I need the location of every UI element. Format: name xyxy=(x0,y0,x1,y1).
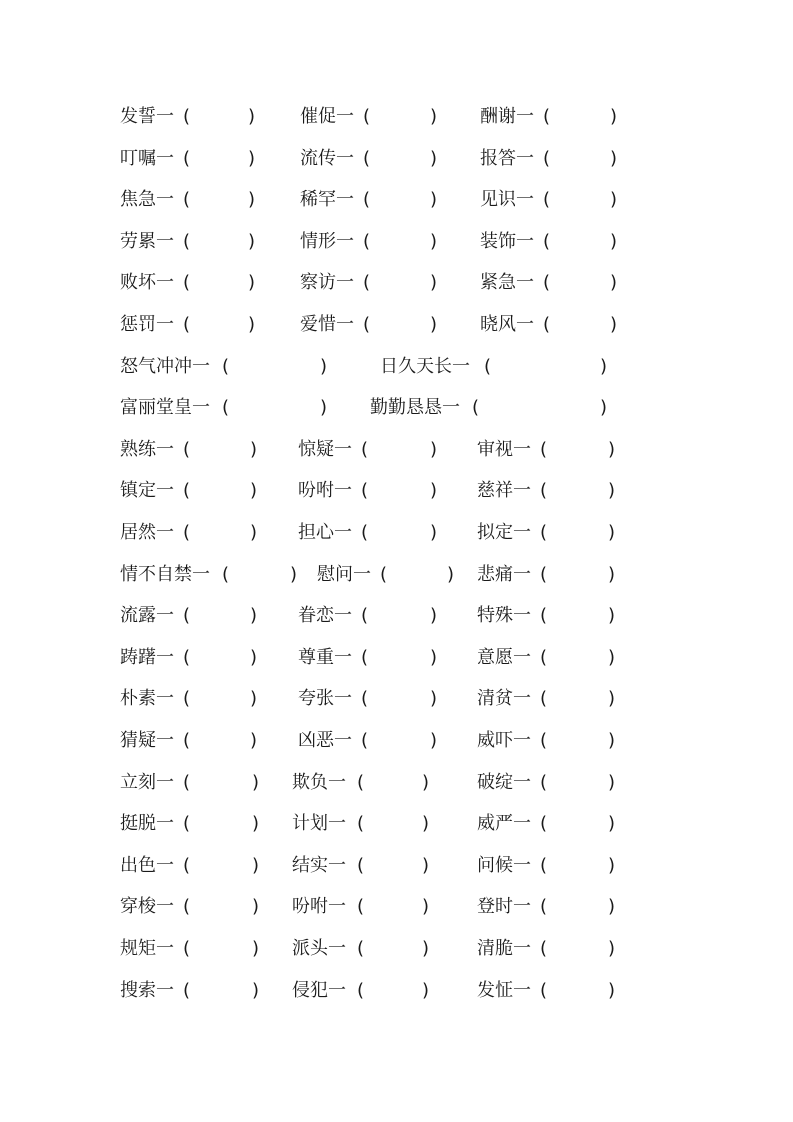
word-prompt: 担心一 xyxy=(298,522,352,543)
word-prompt: 爱惜一 xyxy=(300,314,354,335)
answer-blank-open-paren[interactable]: ( xyxy=(484,355,492,377)
exercise-item xyxy=(120,185,262,215)
answer-blank-close-paren: ) xyxy=(610,106,618,127)
exercise-item xyxy=(120,144,262,174)
answer-blank-close-paren: ) xyxy=(250,688,258,710)
word-prompt: 败坏一 xyxy=(120,272,174,294)
word-prompt: 紧急一 xyxy=(480,272,534,294)
answer-blank-close-paren: ) xyxy=(320,355,328,377)
answer-blank-open-paren[interactable]: ( xyxy=(543,272,551,294)
word-prompt: 察访一 xyxy=(300,272,354,294)
word-prompt: 问候一 xyxy=(477,854,531,876)
answer-blank-open-paren[interactable]: ( xyxy=(540,688,548,710)
answer-blank-open-paren[interactable]: ( xyxy=(183,605,191,627)
exercise-item xyxy=(477,684,622,714)
exercise-item xyxy=(292,851,436,881)
word-prompt: 富丽堂皇一 xyxy=(120,397,210,419)
word-prompt: 发誓一 xyxy=(120,106,174,127)
answer-blank-close-paren: ) xyxy=(608,522,616,543)
word-prompt: 出色一 xyxy=(120,854,174,876)
answer-blank-close-paren: ) xyxy=(430,189,438,211)
answer-blank-open-paren[interactable]: ( xyxy=(361,646,369,668)
answer-blank-open-paren[interactable]: ( xyxy=(361,688,369,710)
answer-blank-open-paren[interactable]: ( xyxy=(183,272,191,294)
word-prompt: 特殊一 xyxy=(477,605,531,627)
exercise-item xyxy=(300,310,444,340)
answer-blank-close-paren: ) xyxy=(248,147,256,169)
answer-blank-open-paren[interactable]: ( xyxy=(540,771,548,793)
exercise-row xyxy=(0,726,793,756)
word-prompt: 日久天长一 xyxy=(380,355,470,377)
answer-blank-close-paren: ) xyxy=(252,813,260,835)
exercise-item xyxy=(120,601,264,631)
word-prompt: 居然一 xyxy=(120,522,174,543)
answer-blank-close-paren: ) xyxy=(610,189,618,211)
answer-blank-close-paren: ) xyxy=(422,938,430,959)
answer-blank-open-paren[interactable]: ( xyxy=(361,605,369,627)
answer-blank-close-paren: ) xyxy=(250,605,258,627)
answer-blank-close-paren: ) xyxy=(430,646,438,668)
answer-blank-close-paren: ) xyxy=(252,854,260,876)
word-prompt: 装饰一 xyxy=(480,230,534,252)
answer-blank-close-paren: ) xyxy=(608,563,616,585)
answer-blank-close-paren: ) xyxy=(608,730,616,751)
word-prompt: 搜索一 xyxy=(120,979,174,1001)
exercise-item xyxy=(477,726,622,756)
answer-blank-open-paren[interactable]: ( xyxy=(540,896,548,918)
word-prompt: 威吓一 xyxy=(477,730,531,751)
answer-blank-close-paren: ) xyxy=(608,854,616,876)
exercise-item xyxy=(477,768,622,798)
exercise-item xyxy=(298,601,444,631)
answer-blank-open-paren[interactable]: ( xyxy=(183,230,191,252)
answer-blank-close-paren: ) xyxy=(248,106,256,127)
answer-blank-open-paren[interactable]: ( xyxy=(540,522,548,543)
answer-blank-close-paren: ) xyxy=(430,147,438,169)
answer-blank-close-paren: ) xyxy=(250,522,258,543)
exercise-item xyxy=(300,227,444,257)
word-prompt: 清脆一 xyxy=(477,938,531,959)
answer-blank-open-paren[interactable]: ( xyxy=(222,563,230,585)
answer-blank-open-paren[interactable]: ( xyxy=(357,771,365,793)
exercise-item xyxy=(120,352,334,382)
answer-blank-close-paren: ) xyxy=(608,979,616,1001)
answer-blank-open-paren[interactable]: ( xyxy=(543,230,551,252)
exercise-item xyxy=(120,768,266,798)
exercise-item xyxy=(120,268,262,298)
answer-blank-close-paren: ) xyxy=(422,854,430,876)
answer-blank-open-paren[interactable]: ( xyxy=(361,438,369,460)
exercise-item xyxy=(477,435,622,465)
answer-blank-close-paren: ) xyxy=(248,189,256,211)
word-prompt: 清贫一 xyxy=(477,688,531,710)
word-prompt: 规矩一 xyxy=(120,938,174,959)
exercise-item xyxy=(120,976,266,1006)
exercise-row xyxy=(0,435,793,465)
answer-blank-close-paren: ) xyxy=(608,896,616,918)
answer-blank-open-paren[interactable]: ( xyxy=(543,147,551,169)
answer-blank-close-paren: ) xyxy=(320,397,328,419)
answer-blank-open-paren[interactable]: ( xyxy=(540,438,548,460)
word-prompt: 镇定一 xyxy=(120,480,174,502)
word-prompt: 吩咐一 xyxy=(292,896,346,918)
answer-blank-open-paren[interactable]: ( xyxy=(357,854,365,876)
answer-blank-close-paren: ) xyxy=(252,896,260,918)
answer-blank-open-paren[interactable]: ( xyxy=(183,730,191,751)
answer-blank-open-paren[interactable]: ( xyxy=(543,189,551,211)
exercise-item xyxy=(480,310,624,340)
exercise-item xyxy=(380,352,614,382)
word-prompt: 熟练一 xyxy=(120,438,174,460)
answer-blank-close-paren: ) xyxy=(422,979,430,1001)
answer-blank-open-paren[interactable]: ( xyxy=(540,646,548,668)
exercise-item xyxy=(480,185,624,215)
answer-blank-open-paren[interactable]: ( xyxy=(183,979,191,1001)
word-prompt: 吩咐一 xyxy=(298,480,352,502)
answer-blank-open-paren[interactable]: ( xyxy=(183,688,191,710)
answer-blank-close-paren: ) xyxy=(250,438,258,460)
exercise-item xyxy=(120,934,266,964)
exercise-item xyxy=(298,435,444,465)
exercise-item xyxy=(477,601,622,631)
word-prompt: 勤勤恳恳一 xyxy=(370,397,460,419)
word-prompt: 怒气冲冲一 xyxy=(120,355,210,377)
exercise-row xyxy=(0,768,793,798)
exercise-item xyxy=(477,892,622,922)
answer-blank-close-paren: ) xyxy=(430,522,438,543)
exercise-item xyxy=(317,560,461,590)
exercise-row xyxy=(0,227,793,257)
answer-blank-open-paren[interactable]: ( xyxy=(543,314,551,335)
answer-blank-close-paren: ) xyxy=(430,230,438,252)
exercise-row xyxy=(0,892,793,922)
exercise-row xyxy=(0,934,793,964)
answer-blank-open-paren[interactable]: ( xyxy=(183,771,191,793)
word-prompt: 发怔一 xyxy=(477,979,531,1001)
word-prompt: 猜疑一 xyxy=(120,730,174,751)
answer-blank-open-paren[interactable]: ( xyxy=(363,272,371,294)
word-prompt: 情不自禁一 xyxy=(120,563,210,585)
answer-blank-open-paren[interactable]: ( xyxy=(361,480,369,502)
exercise-item xyxy=(480,268,624,298)
answer-blank-open-paren[interactable]: ( xyxy=(472,397,480,419)
answer-blank-close-paren: ) xyxy=(610,314,618,335)
answer-blank-open-paren[interactable]: ( xyxy=(183,646,191,668)
word-prompt: 惊疑一 xyxy=(298,438,352,460)
word-prompt: 计划一 xyxy=(292,813,346,835)
word-prompt: 见识一 xyxy=(480,189,534,211)
answer-blank-open-paren[interactable]: ( xyxy=(183,854,191,876)
exercise-item xyxy=(477,809,622,839)
answer-blank-open-paren[interactable]: ( xyxy=(357,896,365,918)
word-prompt: 惩罚一 xyxy=(120,314,174,335)
word-prompt: 挺脱一 xyxy=(120,813,174,835)
answer-blank-open-paren[interactable]: ( xyxy=(357,938,365,959)
exercise-row xyxy=(0,268,793,298)
answer-blank-close-paren: ) xyxy=(430,688,438,710)
answer-blank-open-paren[interactable]: ( xyxy=(183,147,191,169)
answer-blank-open-paren[interactable]: ( xyxy=(357,813,365,835)
word-prompt: 派头一 xyxy=(292,938,346,959)
exercise-item xyxy=(120,643,264,673)
exercise-item xyxy=(298,684,444,714)
answer-blank-close-paren: ) xyxy=(430,730,438,751)
answer-blank-close-paren: ) xyxy=(608,605,616,627)
exercise-item xyxy=(120,310,262,340)
answer-blank-open-paren[interactable]: ( xyxy=(222,355,230,377)
word-prompt: 夸张一 xyxy=(298,688,352,710)
answer-blank-close-paren: ) xyxy=(610,230,618,252)
answer-blank-close-paren: ) xyxy=(250,730,258,751)
word-prompt: 流传一 xyxy=(300,147,354,169)
word-prompt: 劳累一 xyxy=(120,230,174,252)
answer-blank-open-paren[interactable]: ( xyxy=(543,106,551,127)
exercise-item xyxy=(477,518,622,548)
word-prompt: 酬谢一 xyxy=(480,106,534,127)
exercise-item xyxy=(477,476,622,506)
word-prompt: 结实一 xyxy=(292,854,346,876)
exercise-item xyxy=(292,892,436,922)
answer-blank-close-paren: ) xyxy=(608,480,616,502)
answer-blank-close-paren: ) xyxy=(250,646,258,668)
answer-blank-open-paren[interactable]: ( xyxy=(361,522,369,543)
answer-blank-open-paren[interactable]: ( xyxy=(183,522,191,543)
exercise-item xyxy=(480,144,624,174)
exercise-row xyxy=(0,601,793,631)
word-prompt: 踌躇一 xyxy=(120,646,174,668)
exercise-item xyxy=(120,435,264,465)
exercise-item xyxy=(477,851,622,881)
exercise-row xyxy=(0,684,793,714)
word-prompt: 焦急一 xyxy=(120,189,174,211)
exercise-item xyxy=(120,684,264,714)
word-prompt: 情形一 xyxy=(300,230,354,252)
word-prompt: 催促一 xyxy=(300,106,354,127)
answer-blank-close-paren: ) xyxy=(608,688,616,710)
answer-blank-close-paren: ) xyxy=(430,314,438,335)
exercise-item xyxy=(120,892,266,922)
exercise-row xyxy=(0,976,793,1006)
exercise-item xyxy=(477,976,622,1006)
exercise-item xyxy=(120,102,262,132)
exercise-row xyxy=(0,476,793,506)
answer-blank-open-paren[interactable]: ( xyxy=(380,563,388,585)
exercise-item xyxy=(292,934,436,964)
word-prompt: 流露一 xyxy=(120,605,174,627)
exercise-item xyxy=(300,102,444,132)
answer-blank-close-paren: ) xyxy=(430,438,438,460)
word-prompt: 慈祥一 xyxy=(477,480,531,502)
word-prompt: 意愿一 xyxy=(477,646,531,668)
answer-blank-close-paren: ) xyxy=(422,771,430,793)
answer-blank-close-paren: ) xyxy=(430,605,438,627)
answer-blank-close-paren: ) xyxy=(430,106,438,127)
word-prompt: 立刻一 xyxy=(120,771,174,793)
exercise-item xyxy=(298,726,444,756)
answer-blank-open-paren[interactable]: ( xyxy=(183,813,191,835)
word-prompt: 审视一 xyxy=(477,438,531,460)
answer-blank-close-paren: ) xyxy=(608,646,616,668)
exercise-row xyxy=(0,643,793,673)
word-prompt: 穿梭一 xyxy=(120,896,174,918)
word-prompt: 拟定一 xyxy=(477,522,531,543)
answer-blank-open-paren[interactable]: ( xyxy=(540,938,548,959)
answer-blank-close-paren: ) xyxy=(430,480,438,502)
word-prompt: 稀罕一 xyxy=(300,189,354,211)
answer-blank-close-paren: ) xyxy=(600,397,608,419)
exercise-row xyxy=(0,352,793,382)
exercise-item xyxy=(292,809,436,839)
word-prompt: 眷恋一 xyxy=(298,605,352,627)
exercise-row xyxy=(0,809,793,839)
answer-blank-open-paren[interactable]: ( xyxy=(540,979,548,1001)
answer-blank-open-paren[interactable]: ( xyxy=(183,314,191,335)
answer-blank-open-paren[interactable]: ( xyxy=(183,438,191,460)
exercise-item xyxy=(300,144,444,174)
exercise-item xyxy=(120,476,264,506)
word-prompt: 破绽一 xyxy=(477,771,531,793)
exercise-item xyxy=(477,560,622,590)
answer-blank-close-paren: ) xyxy=(447,563,455,585)
word-prompt: 欺负一 xyxy=(292,771,346,793)
exercise-item xyxy=(120,726,264,756)
word-prompt: 凶恶一 xyxy=(298,730,352,751)
answer-blank-open-paren[interactable]: ( xyxy=(540,605,548,627)
answer-blank-open-paren[interactable]: ( xyxy=(363,147,371,169)
word-prompt: 叮嘱一 xyxy=(120,147,174,169)
answer-blank-close-paren: ) xyxy=(608,438,616,460)
exercise-row xyxy=(0,560,793,590)
answer-blank-open-paren[interactable]: ( xyxy=(540,730,548,751)
answer-blank-open-paren[interactable]: ( xyxy=(363,230,371,252)
exercise-item xyxy=(298,643,444,673)
exercise-item xyxy=(300,185,444,215)
answer-blank-open-paren[interactable]: ( xyxy=(540,854,548,876)
answer-blank-close-paren: ) xyxy=(608,938,616,959)
answer-blank-open-paren[interactable]: ( xyxy=(361,730,369,751)
exercise-item xyxy=(480,102,624,132)
word-prompt: 威严一 xyxy=(477,813,531,835)
answer-blank-open-paren[interactable]: ( xyxy=(540,813,548,835)
exercise-item xyxy=(300,268,444,298)
answer-blank-open-paren[interactable]: ( xyxy=(540,480,548,502)
answer-blank-close-paren: ) xyxy=(422,896,430,918)
exercise-item xyxy=(292,768,436,798)
answer-blank-open-paren[interactable]: ( xyxy=(183,480,191,502)
answer-blank-open-paren[interactable]: ( xyxy=(363,106,371,127)
answer-blank-close-paren: ) xyxy=(248,272,256,294)
exercise-item xyxy=(120,393,334,423)
answer-blank-open-paren[interactable]: ( xyxy=(222,397,230,419)
exercise-item xyxy=(477,643,622,673)
answer-blank-open-paren[interactable]: ( xyxy=(363,314,371,335)
exercise-item xyxy=(120,518,264,548)
answer-blank-close-paren: ) xyxy=(248,230,256,252)
word-prompt: 晓风一 xyxy=(480,314,534,335)
exercise-row xyxy=(0,310,793,340)
answer-blank-close-paren: ) xyxy=(608,813,616,835)
exercise-item xyxy=(120,809,266,839)
exercise-row xyxy=(0,102,793,132)
answer-blank-close-paren: ) xyxy=(608,771,616,793)
exercise-item xyxy=(120,227,262,257)
answer-blank-close-paren: ) xyxy=(252,771,260,793)
word-prompt: 慰问一 xyxy=(317,563,371,585)
word-prompt: 悲痛一 xyxy=(477,563,531,585)
answer-blank-open-paren[interactable]: ( xyxy=(183,189,191,211)
answer-blank-open-paren[interactable]: ( xyxy=(183,896,191,918)
exercise-item xyxy=(480,227,624,257)
answer-blank-close-paren: ) xyxy=(290,563,298,585)
answer-blank-close-paren: ) xyxy=(610,272,618,294)
word-prompt: 侵犯一 xyxy=(292,979,346,1001)
answer-blank-open-paren[interactable]: ( xyxy=(357,979,365,1001)
word-prompt: 报答一 xyxy=(480,147,534,169)
exercise-item xyxy=(120,560,304,590)
word-prompt: 尊重一 xyxy=(298,646,352,668)
word-prompt: 朴素一 xyxy=(120,688,174,710)
answer-blank-close-paren: ) xyxy=(252,979,260,1001)
answer-blank-close-paren: ) xyxy=(252,938,260,959)
exercise-item xyxy=(370,393,614,423)
exercise-item xyxy=(120,851,266,881)
answer-blank-open-paren[interactable]: ( xyxy=(183,106,191,127)
answer-blank-close-paren: ) xyxy=(430,272,438,294)
answer-blank-close-paren: ) xyxy=(248,314,256,335)
answer-blank-open-paren[interactable]: ( xyxy=(363,189,371,211)
answer-blank-close-paren: ) xyxy=(422,813,430,835)
exercise-row xyxy=(0,185,793,215)
answer-blank-open-paren[interactable]: ( xyxy=(540,563,548,585)
exercise-row xyxy=(0,851,793,881)
word-prompt: 登时一 xyxy=(477,896,531,918)
answer-blank-close-paren: ) xyxy=(250,480,258,502)
exercise-row xyxy=(0,518,793,548)
answer-blank-close-paren: ) xyxy=(610,147,618,169)
exercise-item xyxy=(292,976,436,1006)
exercise-row xyxy=(0,144,793,174)
answer-blank-open-paren[interactable]: ( xyxy=(183,938,191,959)
exercise-item xyxy=(298,518,444,548)
answer-blank-close-paren: ) xyxy=(600,355,608,377)
exercise-item xyxy=(477,934,622,964)
exercise-row xyxy=(0,393,793,423)
exercise-item xyxy=(298,476,444,506)
